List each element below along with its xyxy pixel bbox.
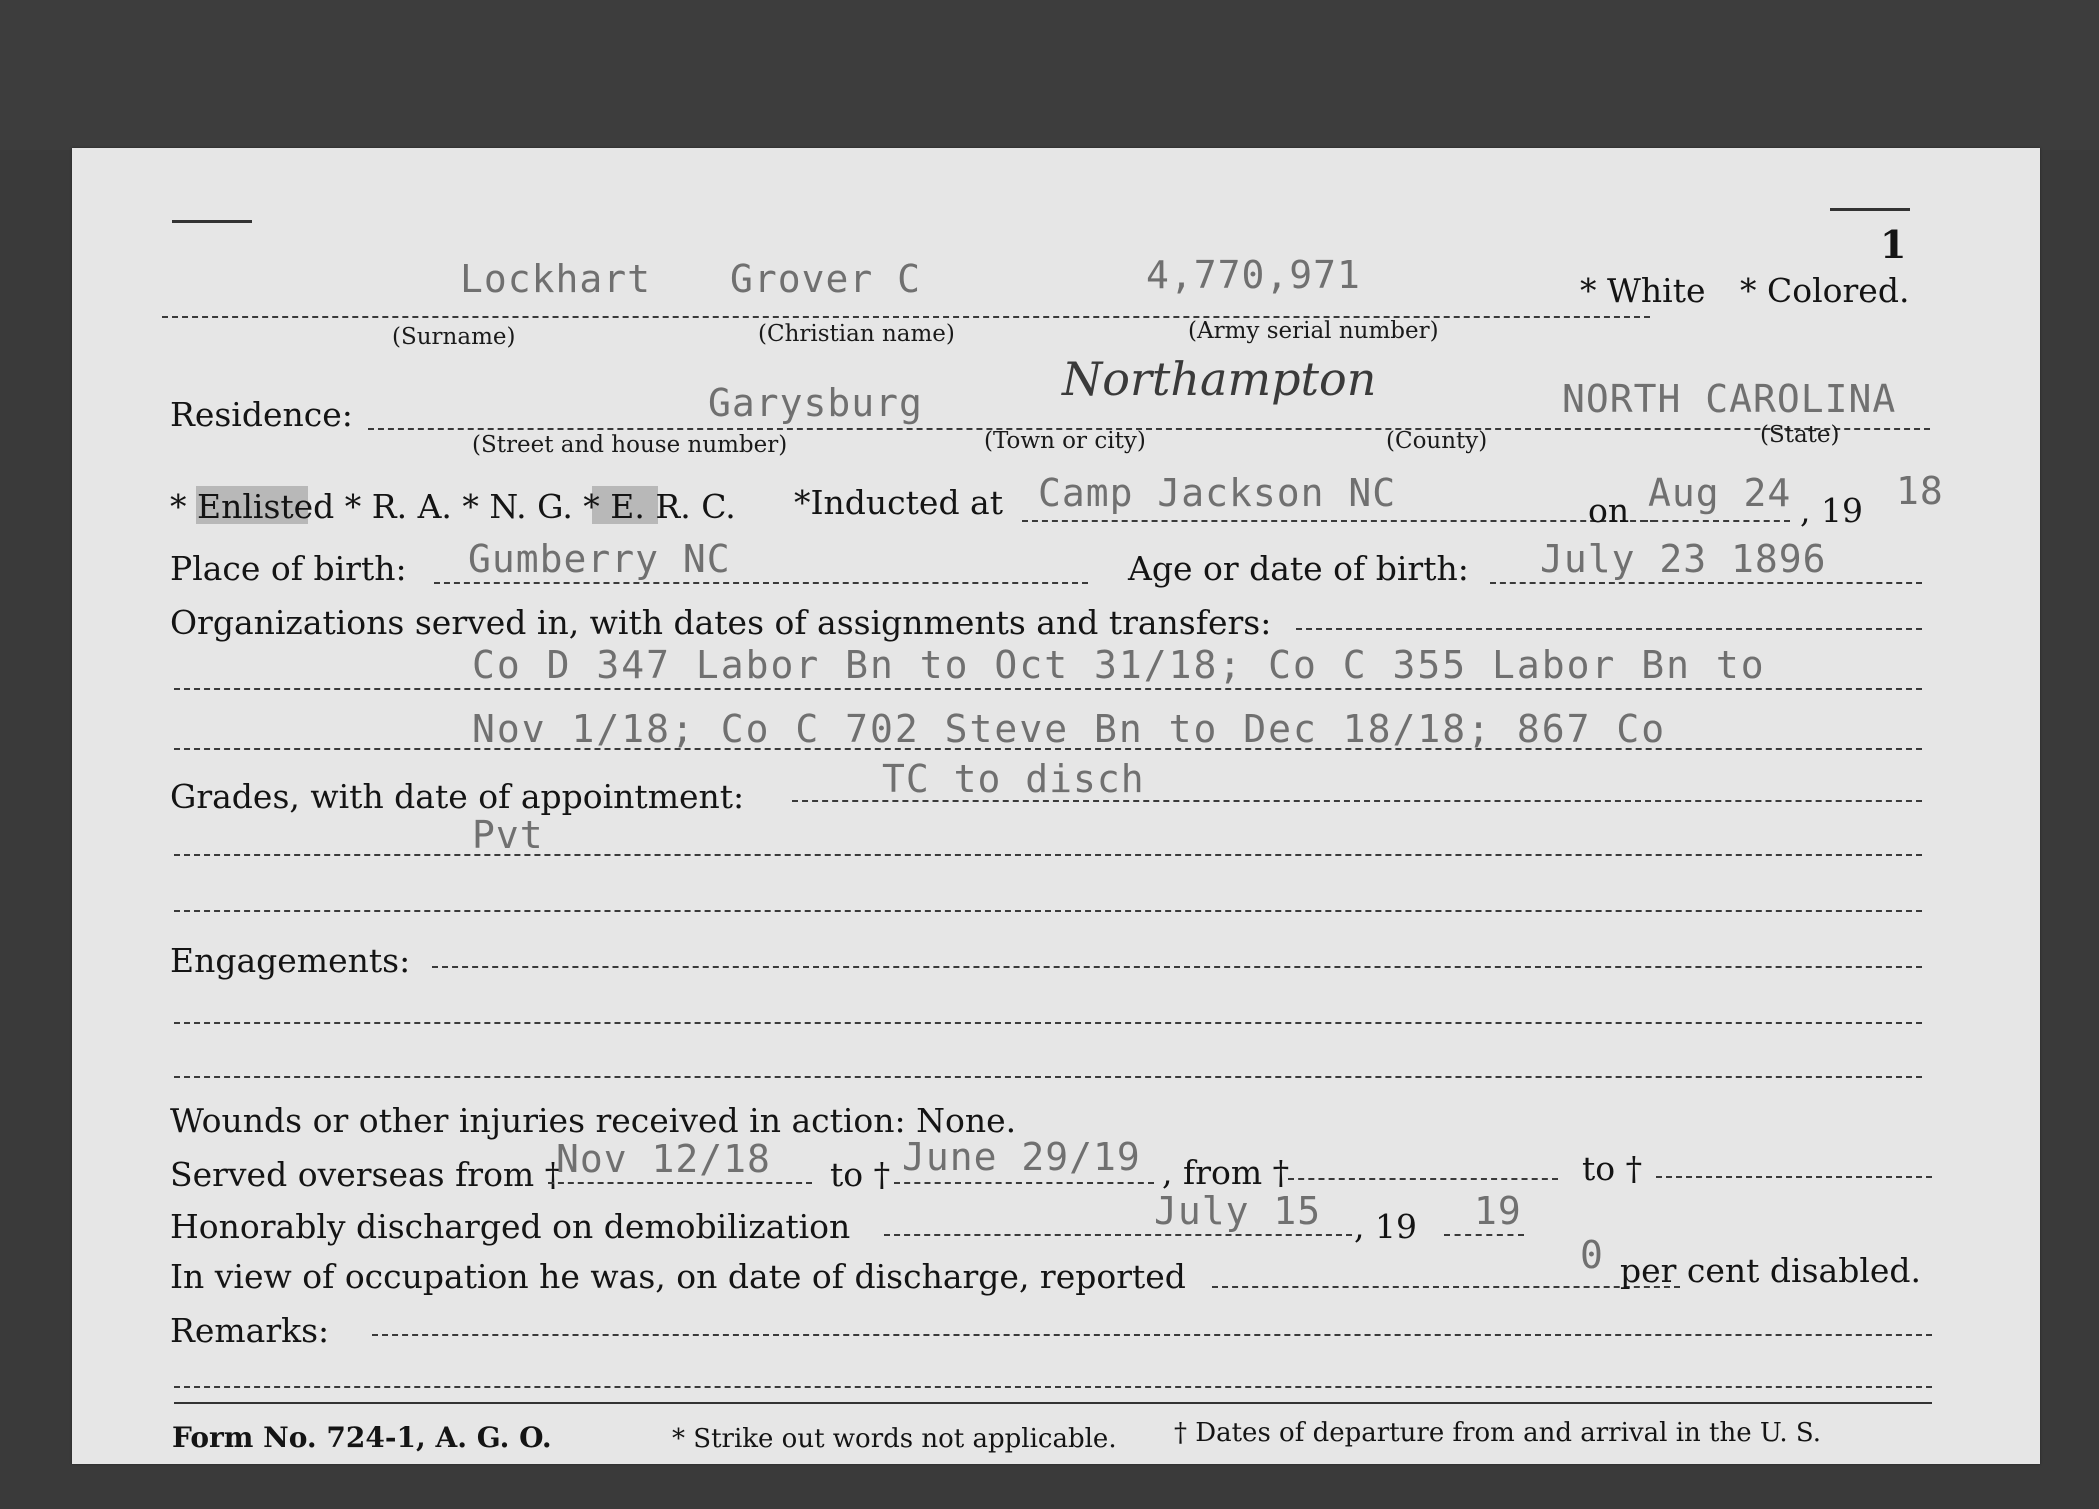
residence-street-value: Garysburg [708, 381, 923, 425]
inducted-place-value: Camp Jackson NC [1038, 471, 1397, 515]
inducted-date-line [1642, 520, 1790, 522]
top-right-rule [1830, 208, 1910, 211]
discharge-year-prefix: , 19 [1354, 1207, 1417, 1246]
enlisted-label: * Enlisted * R. A. * N. G. * E. R. C. [170, 487, 736, 526]
birth-place-value: Gumberry NC [468, 537, 731, 581]
discharge-year-line [1444, 1234, 1524, 1236]
disability-line [1212, 1286, 1680, 1288]
grades-line1-value: TC to disch [882, 757, 1145, 801]
inducted-label: *Inducted at [794, 483, 1003, 522]
age-label: Age or date of birth: [1128, 549, 1469, 588]
disability-label: In view of occupation he was, on date of discharge, reported [170, 1257, 1186, 1296]
background-top [0, 0, 2099, 150]
overseas-to2-label: to † [1582, 1149, 1643, 1188]
caption-surname: (Surname) [392, 324, 516, 350]
organizations-line-1 [174, 688, 1922, 690]
discharge-label: Honorably discharged on demobilization [170, 1207, 851, 1246]
caption-state: (State) [1760, 422, 1840, 448]
caption-town: (Town or city) [984, 428, 1146, 454]
race-colored: * Colored. [1740, 271, 1910, 310]
inducted-date-value: Aug 24 [1648, 471, 1792, 515]
remarks-line-1 [372, 1334, 1932, 1336]
caption-street: (Street and house number) [472, 432, 788, 458]
engagements-label: Engagements: [170, 941, 411, 980]
discharge-date-line [884, 1234, 1352, 1236]
overseas-to-value: June 29/19 [902, 1135, 1141, 1179]
form-number: Form No. 724-1, A. G. O. [172, 1421, 552, 1454]
surname-value: Lockhart [460, 257, 652, 301]
strike-note: * Strike out words not applicable. [672, 1424, 1117, 1454]
residence-line [368, 428, 1930, 430]
caption-serial: (Army serial number) [1188, 318, 1439, 344]
caption-county: (County) [1386, 428, 1488, 454]
residence-county-value: Northampton [1062, 352, 1377, 406]
grades-line-3 [174, 910, 1922, 912]
race-white: * White [1580, 271, 1706, 310]
birth-date-value: July 23 1896 [1540, 537, 1827, 581]
grades-label: Grades, with date of appointment: [170, 777, 745, 816]
organizations-line1-value: Co D 347 Labor Bn to Oct 31/18; Co C 355 Labor Bn to [472, 643, 1766, 687]
grades-line-2 [174, 854, 1922, 856]
engagements-line-1 [432, 966, 1922, 968]
overseas-from2-line [1288, 1178, 1558, 1180]
discharge-year-value: 19 [1474, 1189, 1522, 1233]
engagements-line-3 [174, 1076, 1922, 1078]
caption-christian-name: (Christian name) [758, 321, 955, 347]
overseas-from-line [548, 1182, 812, 1184]
christian-name-value: Grover C [730, 257, 922, 301]
service-record-card [72, 148, 2040, 1464]
wounds-label: Wounds or other injuries received in action: None. [170, 1101, 1017, 1140]
birth-date-line [1490, 582, 1922, 584]
overseas-from2-label: , from † [1162, 1153, 1290, 1192]
serial-value: 4,770,971 [1146, 253, 1361, 297]
organizations-line-2 [174, 748, 1922, 750]
card-number: 1 [1880, 222, 1907, 267]
residence-label: Residence: [170, 395, 353, 434]
remarks-line-2 [174, 1386, 1932, 1388]
footer-rule [174, 1402, 1932, 1404]
organizations-line-0 [1296, 628, 1922, 630]
disability-value: 0 [1580, 1233, 1604, 1277]
disability-suffix: per cent disabled. [1620, 1251, 1922, 1290]
discharge-date-value: July 15 [1154, 1189, 1322, 1233]
overseas-label: Served overseas from † [170, 1155, 562, 1194]
organizations-label: Organizations served in, with dates of assignments and transfers: [170, 603, 1272, 642]
birth-place-label: Place of birth: [170, 549, 407, 588]
engagements-line-2 [174, 1022, 1922, 1024]
dates-note: † Dates of departure from and arrival in the U. S. [1174, 1418, 1822, 1448]
year-prefix: , 19 [1800, 491, 1863, 530]
on-label: on [1588, 491, 1630, 530]
birth-place-line [434, 582, 1088, 584]
inducted-line [1022, 520, 1656, 522]
overseas-from-value: Nov 12/18 [556, 1137, 771, 1181]
inducted-year-value: 18 [1896, 469, 1944, 513]
top-left-rule [172, 220, 252, 223]
grades-line-1 [792, 800, 1922, 802]
overseas-to2-line [1656, 1176, 1932, 1178]
remarks-label: Remarks: [170, 1311, 330, 1350]
overseas-to-label: to † [830, 1155, 891, 1194]
residence-state-value: NORTH CAROLINA [1562, 377, 1897, 421]
overseas-to-line [894, 1182, 1154, 1184]
grades-line2-value: Pvt [472, 813, 544, 857]
organizations-line2-value: Nov 1/18; Co C 702 Steve Bn to Dec 18/18; 867 Co [472, 707, 1667, 751]
